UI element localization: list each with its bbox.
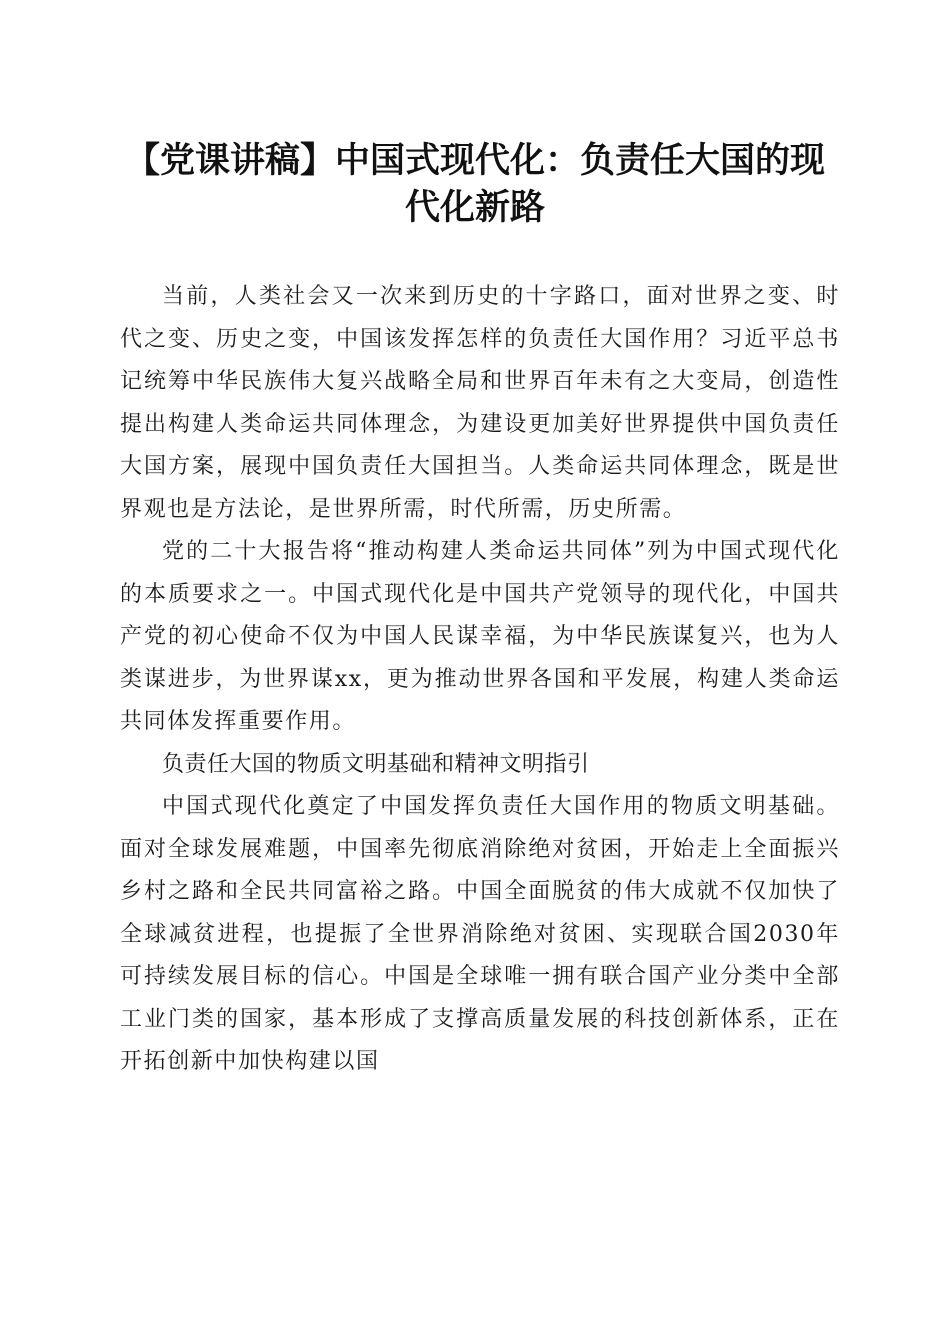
document-title: 【党课讲稿】中国式现代化：负责任大国的现代化新路 <box>124 140 825 228</box>
paragraph-congress-report: 党的二十大报告将“推动构建人类命运共同体”列为中国式现代化的本质要求之一。中国式现代化是中国共产党领导的现代化，中国共产党的初心使命不仅为中国人民谋幸福，为中华民族谋复兴，也为人类谋进步，为世界谋xx，更为推动世界各国和平发展，构建人类命运共同体发挥重要作用。 <box>120 539 840 734</box>
section-heading: 负责任大国的物质文明基础和精神文明指引 <box>162 751 590 777</box>
paragraph-material-foundation: 中国式现代化奠定了中国发挥负责任大国作用的物质文明基础。面对全球发展难题，中国率先彻底消除绝对贫困，开始走上全面振兴乡村之路和全民共同富裕之路。中国全面脱贫的伟大成就不仅加快了全球减贫进程，也提振了全世界消除绝对贫困、实现联合国2030年可持续发展目标的信心。中国是全球唯一拥有联合国产业分类中全部工业门类的国家，基本形成了支撑高质量发展的科技创新体系，正在开拓创新中加快构建以国 <box>120 794 840 1074</box>
document-body <box>120 276 840 1084</box>
paragraph-intro: 当前，人类社会又一次来到历史的十字路口，面对世界之变、时代之变、历史之变，中国该发挥怎样的负责任大国作用？习近平总书记统筹中华民族伟大复兴战略全局和世界百年未有之大变局，创造性提出构建人类命运共同体理念，为建设更加美好世界提供中国负责任大国方案，展现中国负责任大国担当。人类命运共同体理念，既是世界观也是方法论，是世界所需，时代所需，历史所需。 <box>120 284 840 522</box>
